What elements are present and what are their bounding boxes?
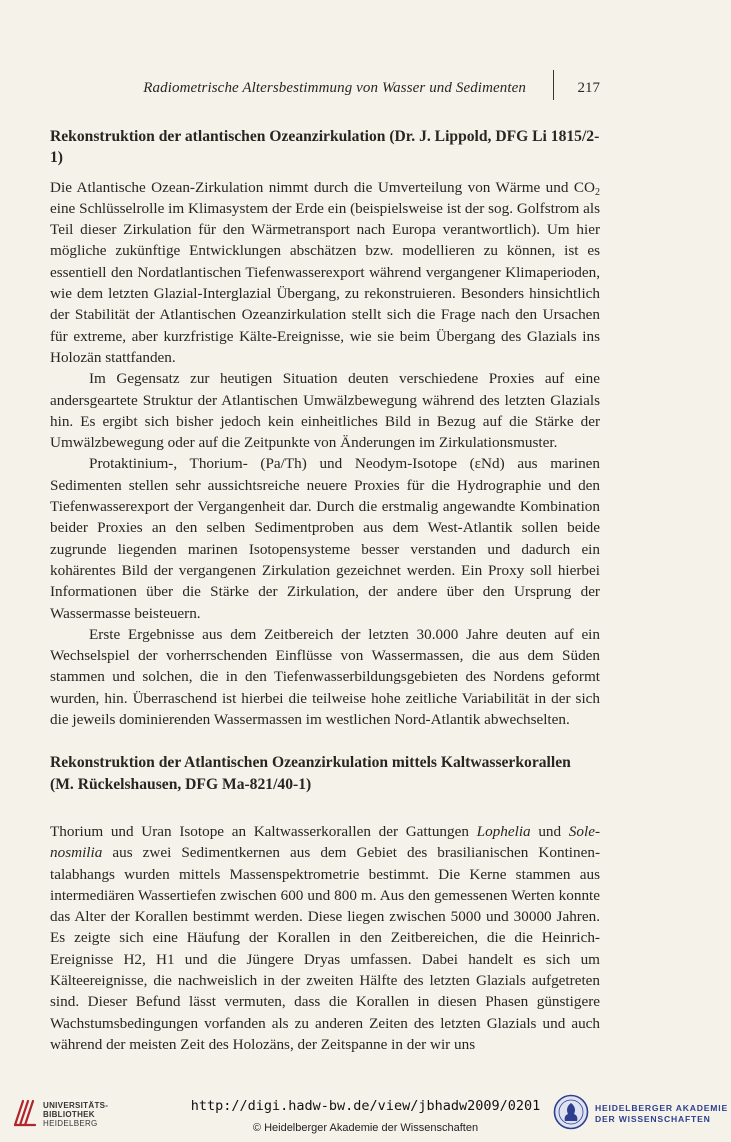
academy-name xyxy=(595,1103,728,1125)
ub-line-3: HEIDELBERG xyxy=(43,1119,98,1128)
paragraph-5-a: Thorium und Uran Isotope an Kaltwasserkorallen der Gattungen xyxy=(50,822,477,840)
section-heading-rueckelshausen xyxy=(50,752,600,795)
paragraph-5-b: und xyxy=(530,822,569,840)
section-heading-lippold-text: Rekonstruktion der atlantischen Ozeanzirkulation (Dr. J. Lippold, DFG Li 1815/2-1) xyxy=(50,128,600,167)
running-head-rule xyxy=(553,70,554,100)
running-title: Radiometrische Altersbestimmung von Wasser und Sedimenten xyxy=(143,80,526,96)
genus-solenosmilia: Solenosmilia xyxy=(50,822,601,862)
genus-lophelia: Lophelia xyxy=(476,822,531,840)
paragraph-5-c: aus zwei Sedimentkernen aus dem Gebiet des brasilianischen Kontinentalabhangs wurden mittels Massenspektrometrie bestimmt. Die Kerne stammen aus intermediären Wassertiefen zwischen 600 und 800 m. Aus den gemessenen Werten konnte das Alter der Korallen bestimmt werden. Diese liegen zwischen 5000 und 30000 Jahren. Es zeigte sich eine Häufung der Korallen in den Zeitbereichen, die die Heinrich-Ereignisse H2, H1 und die Jüngere Dryas umfassen. Dabei handelt es sich um Kälteereignisse, die nachweislich in der zweiten Hälfte des letzten Glazials aufgetreten sind. Dieser Befund lässt vermuten, dass die Korallen in diesen Phasen günstigere Wachstumsbedingungen vorfanden als zu anderen Zeiten des letzten Glazials und auch während der meisten Zeit des Holozäns, der Zeitspanne in der wir uns xyxy=(50,844,600,1053)
page-number: 217 xyxy=(577,80,600,96)
paragraph-3: Protaktinium-, Thorium- (Pa/Th) und Neodym-Isotope (εNd) aus marinen Sedimenten stellen sehr aussichtsreiche neuere Proxies für die Hydrographie und den Tiefenwasserexport der Vergangenheit dar. Durch die erstmalig angewandte Kombination beider Proxies an den selben Sedimentproben aus dem West-Atlantik sollen beide zugrunde liegenden marinen Isotopensysteme besser verstanden und dadurch ein kohärentes Bild der vergangenen Zirkulation gezeichnet werden. Ein Proxy soll hierbei Informationen über die Stärke der Zirkulation, der andere über den Ursprung der Wassermasse beisteuern. xyxy=(50,455,600,622)
paragraph-1 xyxy=(50,177,600,369)
section-heading-line-2: (M. Rückelshausen, DFG Ma-821/40-1) xyxy=(50,775,312,793)
hadw-line-1: HEIDELBERGER AKADEMIE xyxy=(595,1103,728,1113)
section-spacer xyxy=(50,730,600,752)
paragraph-2: Im Gegensatz zur heutigen Situation deuten verschiedene Proxies auf eine andersgeartete Struktur der Atlantischen Umwälzbewegung während des letzten Glazials hin. Es ergibt sich bisher jedoch kein einheitliches Bild in Bezug auf die Stärke der Umwälzbewegung oder auf die Zeitpunkte von Änderungen im Zirkulationsmuster. xyxy=(50,370,600,452)
copyright-notice: © Heidelberger Akademie der Wissenschaften xyxy=(252,1122,479,1134)
paragraph-4: Erste Ergebnisse aus dem Zeitbereich der letzten 30.000 Jahre deuten auf ein Wechselspiel der vorherrschenden Einflüsse von Wassermassen, die aus dem Süden stammen und solchen, die in den Tiefenwasserbildungsgebieten des Nordens geformt wurden, hin. Überraschend ist hierbei die teilweise hohe zeitliche Variabilität in der sich die jeweils dominierenden Wassermassen im westlichen Nord-Atlantik abwechselten. xyxy=(50,625,600,729)
digitization-footer xyxy=(0,1088,731,1142)
academy-seal-icon xyxy=(553,1094,589,1130)
paragraph-1-post: eine Schlüsselrolle im Klimasystem der Erde ein (beispielsweise ist der sog. Golfstrom als Teil dieser Zirkulation für den Wärmetransport nach Europa verantwortlich). Um hier mögliche zukünftige Entwicklungen abschätzen bzw. modellieren zu können, ist es essentiell den Nordatlantischen Tiefenwasserexport während vergangener Klimaperioden, wie dem letzten Glazial-Interglazial Übergang, zu rekonstruieren. Besonders hinsichtlich der Stabilität der Atlantischen Ozeanzirkulation stellt sich die Frage nach den Ursachen für extreme, aber kurzfristige Kälte-Ereignisse, wie sie beim Übergang des Glazials ins Holozän stattfanden. xyxy=(50,199,600,366)
running-head xyxy=(50,78,610,104)
ub-line-1: UNIVERSITÄTS- xyxy=(43,1101,109,1110)
heading-spacer xyxy=(50,803,600,821)
page-content xyxy=(50,126,600,1055)
section-heading-lippold xyxy=(50,126,600,169)
section-heading-line-1: Rekonstruktion der Atlantischen Ozeanzirkulation mittels Kaltwasserkorallen xyxy=(50,754,571,772)
permalink-url[interactable]: http://digi.hadw-bw.de/view/jbhadw2009/0201 xyxy=(190,1098,541,1114)
co2-subscript: 2 xyxy=(595,186,600,198)
paragraph-5 xyxy=(50,821,600,1055)
hadw-line-2: DER WISSENSCHAFTEN xyxy=(595,1114,711,1124)
academy-logo[interactable] xyxy=(553,1094,728,1132)
paragraph-1-pre: Die Atlantische Ozean-Zirkulation nimmt durch die Umverteilung von Wärme und CO xyxy=(50,178,595,196)
ub-line-2: BIBLIOTHEK xyxy=(43,1110,95,1119)
